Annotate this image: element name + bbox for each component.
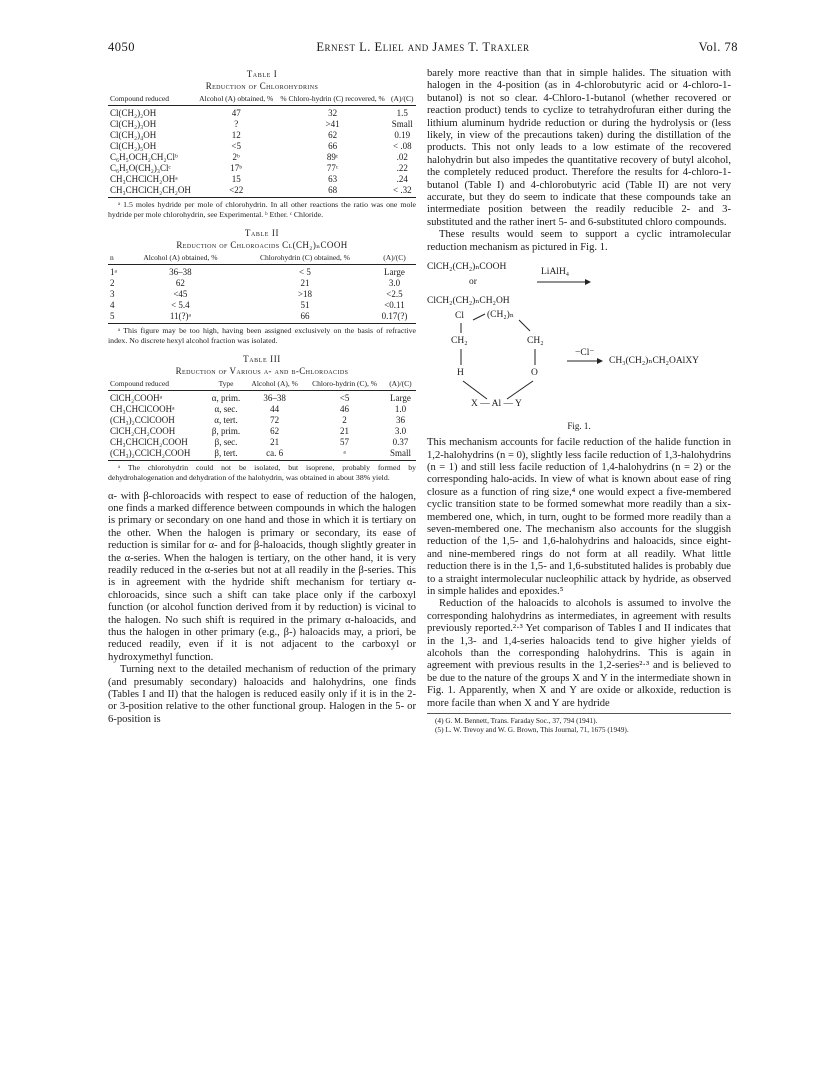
ring-oxygen: O [531,368,538,379]
table-cell: 21 [300,278,310,289]
table-footnote: ᵃ 1.5 moles hydride per mole of chlorohydrin. In all other reactions the ratio was one mole hydride per mole chlorohydrin, see Experimental. ᵇ Ether. ᶜ Chloride. [108,200,416,219]
column-header: Alcohol (A) obtained, % [196,95,277,106]
table-cell: α, tert. [214,415,238,426]
table-cell: β, sec. [214,437,238,448]
table-cell: 0.17(?) [373,311,416,324]
table-label: Table I [246,69,278,79]
table-title: Reduction of Various α- and β-Chloroacids [175,366,349,377]
table-cell: <0.11 [384,300,405,311]
table-cell: 15 [231,174,241,184]
table-2 [108,227,416,345]
table-cell: 21 [270,437,280,448]
table-cell: <45 [173,289,188,300]
table-cell: 44 [270,404,280,415]
table-cell: 57 [340,437,350,448]
table-cell: <5 [231,141,241,151]
table-cell: Cl(CH₂)₄OH [110,130,157,140]
paragraph: These results would seem to support a cyclic intramolecular reduction mechanism as pictured in Fig. 1. [427,229,731,253]
table-cell: 36–38 [169,267,192,278]
table-cell: 36–38 [263,393,286,404]
column-header: Chloro-hydrin (C), % [304,380,385,391]
column-header: (A)/(C) [373,254,416,265]
table-row [108,426,416,437]
table-cell: (CH₃)₂CClCOOH [110,415,175,426]
table-cell: CH₃CHClCH₂OHᵃ [110,174,178,184]
table-cell: 2 [342,415,347,426]
table-cell: .24 [396,174,408,184]
column-header: Chlorohydrin (C) obtained, % [237,254,373,265]
table-cell: .02 [396,152,408,162]
table-row [108,289,416,300]
table-cell: 51 [300,300,310,311]
table-row [108,437,416,448]
table-cell: α, prim. [211,393,241,404]
table-cell: ? [234,119,239,129]
column-header: Compound reduced [108,95,196,106]
table-cell: 36 [395,415,405,426]
table-cell: ClCH₂COOHᵃ [110,393,163,404]
table-cell: < 5 [299,267,311,278]
data-table [108,380,416,461]
table-cell: 5 [108,311,124,324]
table-row [108,130,416,141]
column-header: n [108,254,124,265]
table-cell: 3 [110,289,115,300]
table-cell: C₆H₅O(CH₂)₃Clᶜ [110,163,171,173]
table-cell: 68 [277,185,389,198]
table-cell: β, tert. [207,448,245,461]
table-cell: 4 [110,300,115,311]
table-cell: C₆H₅OCH₂CH₂Clᵇ [110,152,178,162]
reagent-label: LiAlH₄ [541,267,570,278]
table-cell: 17ᵇ [230,163,243,173]
right-column [427,68,731,734]
table-cell: CH₃CHClCH₂COOH [110,437,188,448]
paragraph: barely more reactive than that in simple halides. The situation with halogen in the 4-position (as in 4-chlorobutyric acid or 4-chloro-1-butanol) is not so clear. 4-Chloro-1-butanol (whether recovered or reaction product) tends to cyclize to tetrahydrofuran either during the lithium aluminum hydride reduction or during the hydrolysis or (less likely, in view of the precautions taken) during the distillation of the products. This not only leads to a low estimate of the recovered halohydrin but also impedes the quantitative recovery of butyl alcohol, the completely reduced product. Therefore the results for 4-chloro-1-butanol (Table I) and 4-chlorobutyric acid (Table II) are not very accurate, but they do seem to indicate that these compounds take an intermediate position between the readily reducible 2- and 3-substituted and the rather inert 5- and 6-substituted chloro compounds. [427,68,731,228]
ring-hydride: H [457,368,464,379]
table-cell: Small [385,448,416,461]
table-1 [108,68,416,219]
table-cell: 1.0 [394,404,407,415]
table-cell: CH₃CHClCOOHᵃ [110,404,175,415]
table-cell: < .32 [389,185,416,198]
column-header: % Chloro-hydrin (C) recovered, % [277,95,389,106]
table-row [108,311,416,324]
table-row [108,300,416,311]
table-cell: >18 [297,289,312,300]
table-row [108,404,416,415]
table-cell: <5 [339,393,350,404]
table-row [108,174,416,185]
table-cell: .22 [396,163,408,173]
table-cell: 11(?)ᵃ [124,311,237,324]
table-cell: 66 [237,311,373,324]
ring-aluminum: X — Al — Y [471,399,522,410]
ring-ch2-left: CH₂ [451,336,468,347]
table-cell: >41 [325,119,340,129]
ring-ch2-right: CH₂ [527,336,544,347]
table-cell: 62 [175,278,185,289]
table-cell: 2 [110,278,115,289]
table-title: Reduction of Chloroacids Cl(CH₂)ₙCOOH [176,240,348,251]
column-header: Alcohol (A), % [245,380,304,391]
table-cell: 63 [328,174,338,184]
reference-item: (5) L. W. Trevoy and W. G. Brown, This Journal, 71, 1675 (1949). [435,725,629,735]
table-cell: 1.5 [396,108,408,118]
table-cell: Large [390,393,411,404]
table-row [108,278,416,289]
table-cell: 0.19 [394,130,411,140]
table-row [108,265,416,279]
table-cell: β, prim. [211,426,241,437]
table-cell: ClCH₂CH₂COOH [110,426,176,437]
table-cell: 66 [328,141,338,151]
paragraph: Turning next to the detailed mechanism of reduction of the primary (and presumably secondary) haloacids and halohydrins, one finds (Tables I and II) that the halogen is reduced easily only if it is in the 2- or 3-position relative to the other functional group. Halogen in the 5- or 6-position is [108,664,416,725]
table-row [108,106,416,120]
table-cell: 89ᶜ [326,152,339,162]
data-table [108,95,416,198]
table-cell: Cl(CH₂)₅OH [110,141,157,151]
table-row [108,391,416,405]
table-cell: 1ᵃ [110,267,117,278]
table-cell: 2ᵇ [232,152,240,162]
volume-number: Vol. 78 [698,40,738,54]
table-row [108,185,416,198]
ring-chain: (CH₂)ₙ [487,310,514,321]
or-label: or [469,277,477,288]
reactant-acid: ClCH₂(CH₂)ₙCOOH [427,262,507,273]
reference-item: (4) G. M. Bennett, Trans. Faraday Soc., 37, 794 (1941). [435,716,598,726]
table-cell: 12 [231,130,241,140]
table-cell: 32 [328,108,338,118]
table-cell: Small [391,119,413,129]
table-cell: CH₃CHClCH₂CH₂OH [108,185,196,198]
table-cell: Cl(CH₂)₃OH [110,119,157,129]
table-cell: ca. 6 [245,448,304,461]
ring-chlorine: Cl [455,311,464,322]
table-cell: 3.0 [394,426,407,437]
table-cell: 3.0 [388,278,401,289]
table-label: Table II [244,228,280,239]
table-row [108,119,416,130]
paragraph: α- with β-chloroacids with respect to ease of reduction of the halogen, one finds a marked difference between compounds in which the halogen is primary or secondary on one hand and those in which it is tertiary on the other. When the halogen is primary or secondary, its ease of reduction is similar for α- and for β-haloacids, though slightly greater in the α-series. When the halogen is tertiary, on the other hand, it is very readily reduced in the α-series but not at all readily in the β-series. This is in agreement with the hydride shift mechanism for tertiary α-chloroacids, since such a shift can take place only if the carboxyl function (or alcohol function derived from it by reduction) is vicinal to the halogen. No such shift is required in the primary α-haloacids, and thus the halogen in other primary (e.g., β-) haloacids may, a priori, be reduced readily, even if it is not adjacent to the carboxyl or hydroxymethyl function. [108,490,416,663]
table-cell: Cl(CH₂)₂OH [110,108,157,118]
table-cell: α, sec. [214,404,238,415]
right-body-text [427,68,731,254]
table-cell: < .08 [393,141,412,151]
table-footnote: ᵃ This figure may be too high, having been assigned exclusively on the basis of refractive index. No discrete hexyl alcohol fraction was isolated. [108,326,416,345]
table-cell: < 5.4 [171,300,190,311]
reactant-alcohol: ClCH₂(CH₂)ₙCH₂OH [427,296,510,307]
column-header: Alcohol (A) obtained, % [124,254,237,265]
table-row [108,448,416,461]
column-header: Compound reduced [108,380,207,391]
table-cell: 62 [270,426,280,437]
figure-1 [427,257,731,417]
page-number: 4050 [108,40,135,54]
column-header: (A)/(C) [385,380,416,391]
table-cell: Large [384,267,405,278]
table-cell: 72 [270,415,280,426]
table-cell: (CH₃)₂CClCH₂COOH [108,448,207,461]
product-label: CH₃(CH₂)ₙCH₂OAlXY [609,356,700,367]
references [427,713,731,734]
table-cell: ᵃ [304,448,385,461]
table-cell: 0.37 [392,437,409,448]
table-cell: 77ᶜ [326,163,339,173]
table-cell: 21 [340,426,350,437]
data-table [108,254,416,324]
left-body-text [108,491,416,727]
right-body-text-2 [427,437,731,710]
running-title: Ernest L. Eliel and James T. Traxler [316,40,530,54]
table-row [108,163,416,174]
figure-caption: Fig. 1. [567,421,591,432]
table-cell: 47 [231,108,241,118]
table-cell: <22 [196,185,277,198]
mechanism-bonds [427,257,731,417]
left-column [108,68,416,726]
table-3 [108,353,416,482]
table-row [108,141,416,152]
table-title: Reduction of Chlorohydrins [205,81,319,91]
column-header: Type [207,380,245,391]
table-label: Table III [243,354,281,365]
table-footnote: ᵃ The chlorohydrin could not be isolated, but isoprene, probably formed by dehydrohalogenation and dehydration of the halohydrin, was obtained in about 38% yield. [108,463,416,482]
column-header: (A)/(C) [389,95,416,106]
table-row [108,415,416,426]
table-cell: 46 [340,404,350,415]
paragraph: Reduction of the haloacids to alcohols is assumed to involve the corresponding halohydrins as intermediates, in agreement with results previously reported.²·³ Yet comparison of Tables I and II indicates that in the 1,3- and 1,4-series haloacids tend to give higher yields of alcohols than the corresponding halohydrins. This is again in agreement with previous results in the 1,2-series²·³ and is believed to be due to the nature of the groups X and Y in the intermediate shown in Fig. 1. Apparently, when X and Y are oxide or alkoxide, reduction is more facile than when X and Y are hydride [427,598,731,709]
table-row [108,152,416,163]
table-cell: 62 [328,130,338,140]
paragraph: This mechanism accounts for facile reduction of the halide function in 1,2-halohydrins (n = 0), slightly less facile reduction of 1,3-halohydrins (n = 1) and still less facile reduction of 1,4-halohydrins (n = 2) or the corresponding halo-acids. In view of what is known about ease of ring closure as a function of ring size,⁴ one would expect a five-membered cyclic transition state to be formed somewhat more readily than a six-membered one, which, in turn, ought to be formed more readily than a seven-membered one. The mechanism also accounts for the sluggish reduction of the 1,5- and 1,6-halohydrins and haloacids, since eight- and nine-membered rings do not form at all readily. What little reduction there is in the 1,5- and 1,6-substituted halides is probably due to a straight intermolecular nucleophilic attack by hydride, as observed in simple halides and epoxides.⁵ [427,437,731,597]
chloride-loss: −Cl⁻ [575,348,595,359]
table-cell: <2.5 [386,289,403,300]
